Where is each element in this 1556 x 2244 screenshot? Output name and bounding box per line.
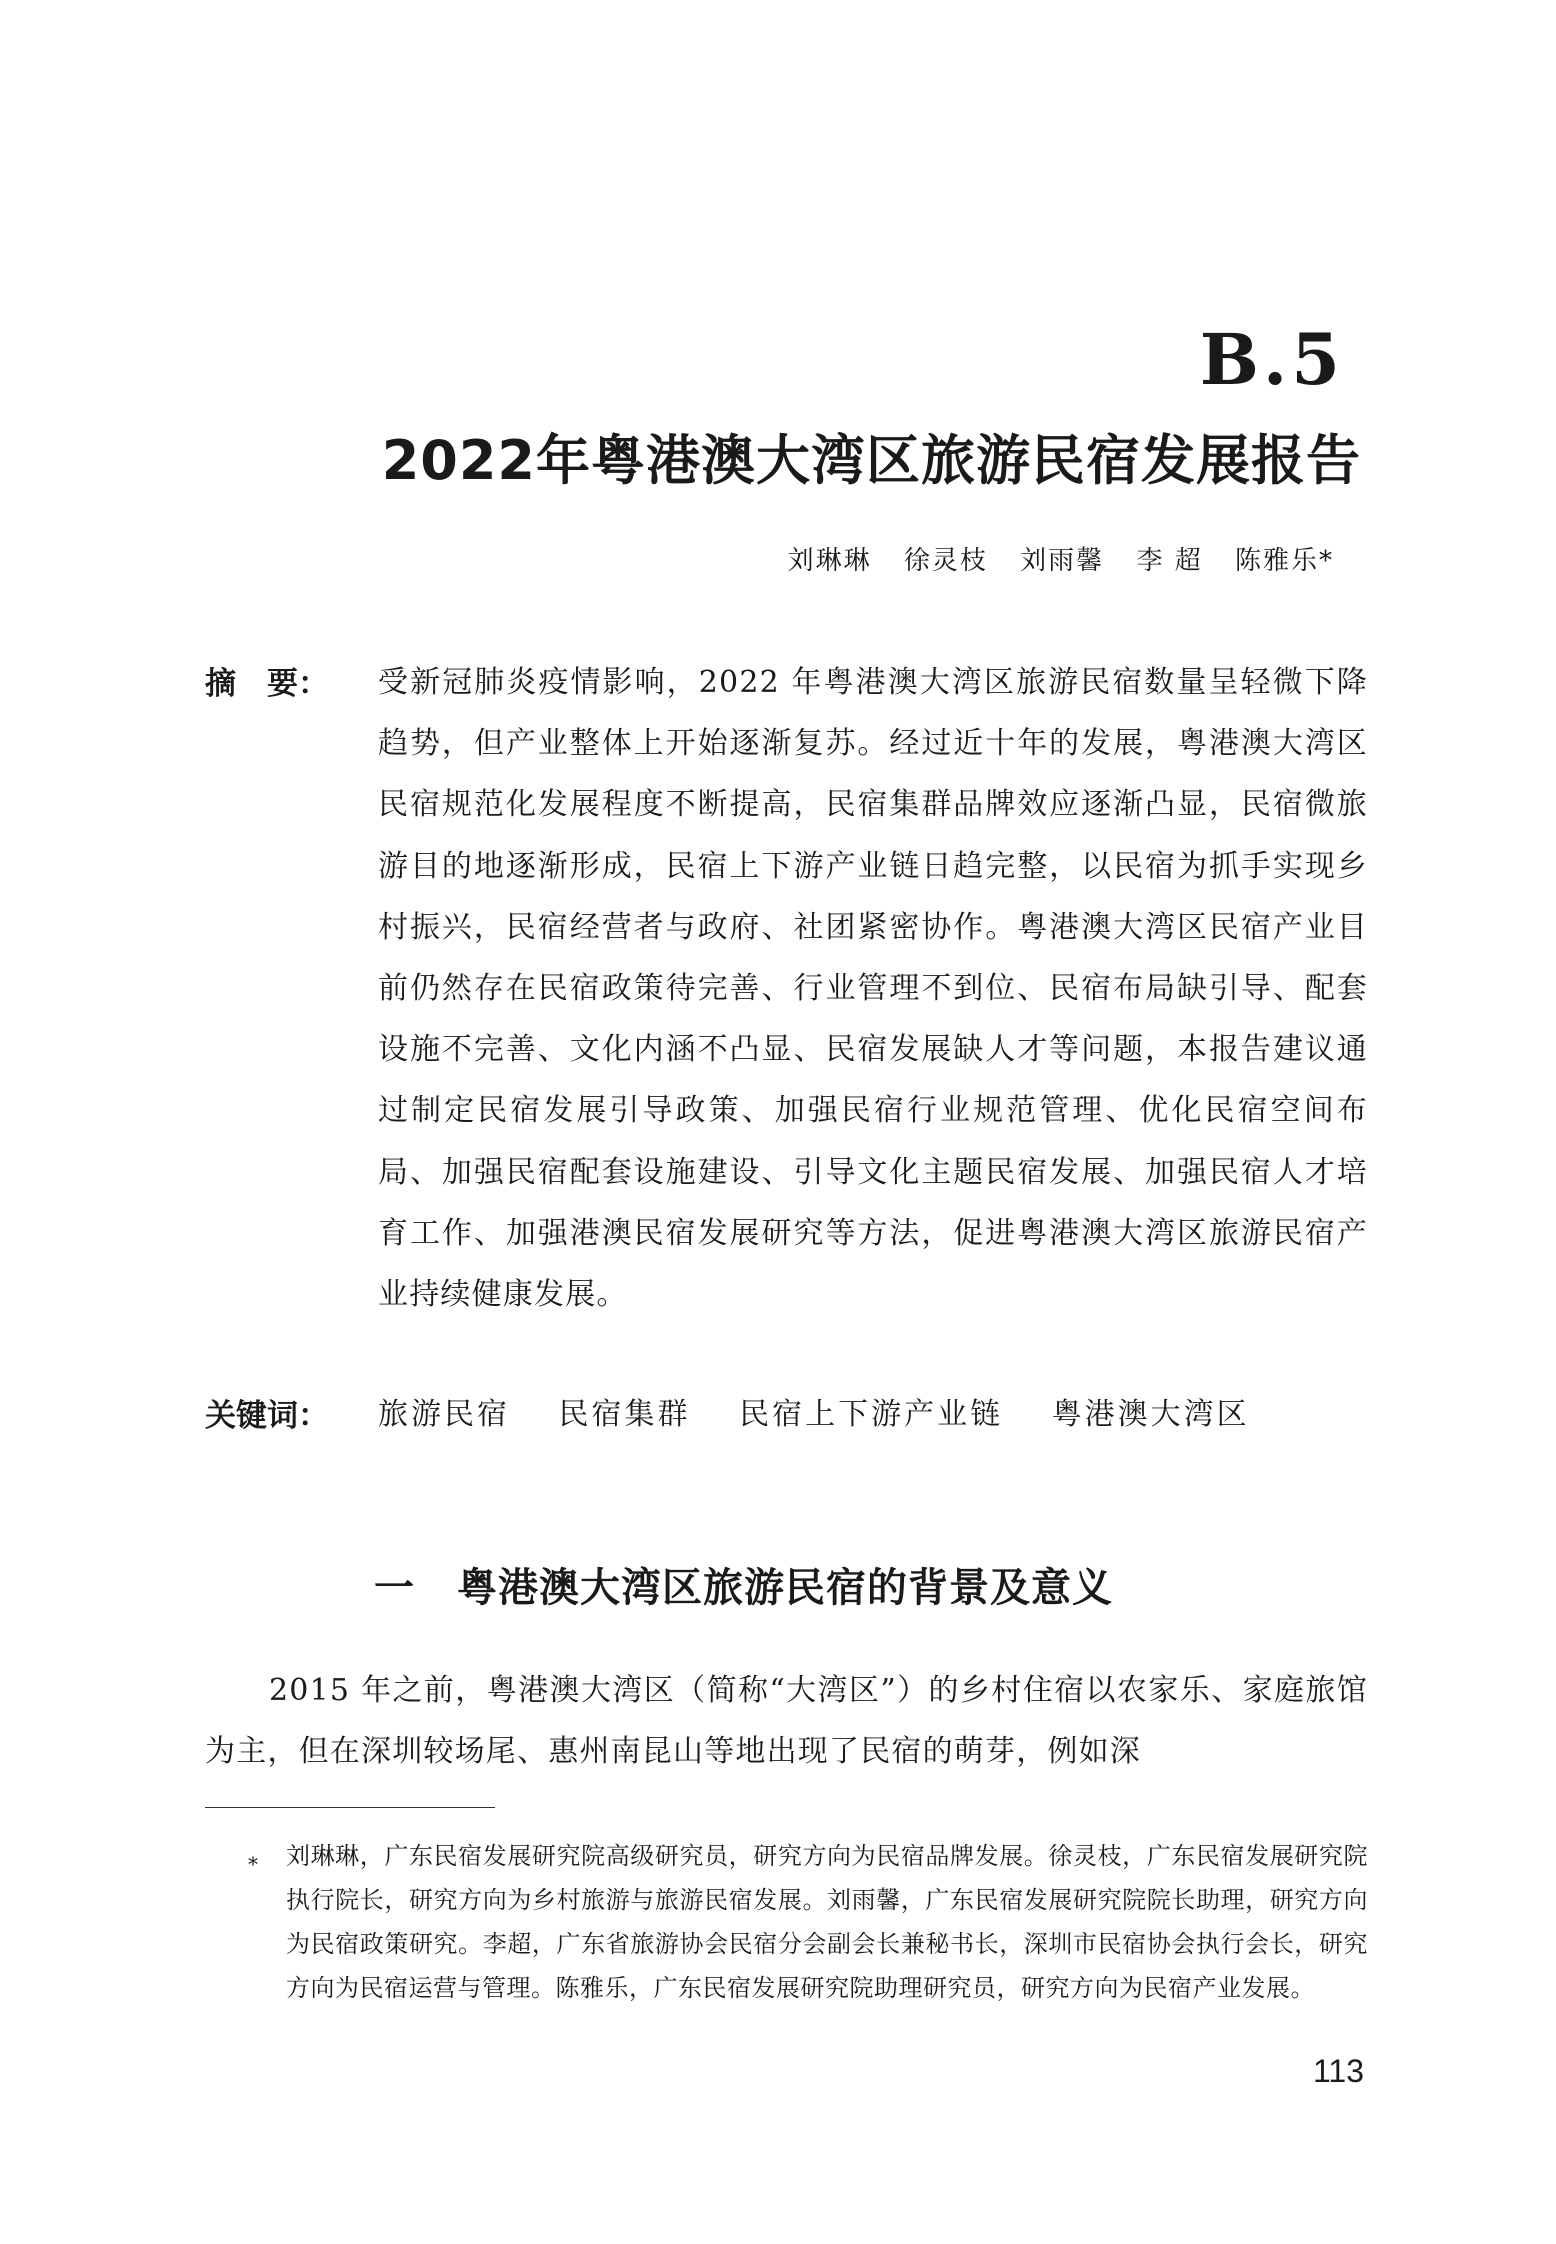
footnote-divider [205, 1807, 495, 1808]
abstract-label: 摘 要： [205, 666, 329, 702]
keywords-list [378, 1389, 1286, 1433]
footnote-mark: * [248, 1852, 258, 1876]
author: 李 超 [1136, 546, 1203, 576]
section-heading [374, 1556, 1113, 1613]
author: 刘雨馨 [1020, 546, 1105, 576]
author-list [788, 540, 1334, 577]
keyword: 旅游民宿 [378, 1397, 510, 1432]
author: 刘琳琳 [787, 546, 872, 576]
keyword: 民宿上下游产业链 [739, 1397, 1004, 1432]
author: 陈雅乐* [1234, 546, 1334, 576]
author: 徐灵枝 [903, 546, 988, 576]
page-number: 113 [1312, 2053, 1364, 2089]
keywords-label: 关键词： [205, 1398, 329, 1434]
chapter-title: 2022年粤港澳大湾区旅游民宿发展报告 [381, 429, 1361, 492]
section-title: 粤港澳大湾区旅游民宿的背景及意义 [457, 1565, 1113, 1611]
section-number: 一 [374, 1565, 415, 1611]
footnote-text: 刘琳琳，广东民宿发展研究院高级研究员，研究方向为民宿品牌发展。徐灵枝，广东民宿发展研究院执行院长，研究方向为乡村旅游与旅游民宿发展。刘雨馨，广东民宿发展研究院院长助理，研究方向为民宿政策研究。李超，广东省旅游协会民宿分会副会长兼秘书长，深圳市民宿协会执行会长，研究方向为民宿运营与管理。陈雅乐，广东民宿发展研究院助理研究员，研究方向为民宿产业发展。 [286, 1842, 1368, 2002]
body-paragraph: 2015 年之前，粤港澳大湾区（简称“大湾区”）的乡村住宿以农家乐、家庭旅馆为主，但在深圳较场尾、惠州南昆山等地出现了民宿的萌芽，例如深 [205, 1673, 1368, 1769]
keyword: 粤港澳大湾区 [1051, 1397, 1250, 1432]
keyword: 民宿集群 [558, 1397, 691, 1432]
abstract-text: 受新冠肺炎疫情影响，2022 年粤港澳大湾区旅游民宿数量呈轻微下降趋势，但产业整体上开始逐渐复苏。经过近十年的发展，粤港澳大湾区民宿规范化发展程度不断提高，民宿集群品牌效应逐渐凸显，民宿微旅游目的地逐渐形成，民宿上下游产业链日趋完整，以民宿为抓手实现乡村振兴，民宿经营者与政府、社团紧密协作。粤港澳大湾区民宿产业目前仍然存在民宿政策待完善、行业管理不到位、民宿布局缺引导、配套设施不完善、文化内涵不凸显、民宿发展缺人才等问题，本报告建议通过制定民宿发展引导政策、加强民宿行业规范管理、优化民宿空间布局、加强民宿配套设施建设、引导文化主题民宿发展、加强民宿人才培育工作、加强港澳民宿发展研究等方法，促进粤港澳大湾区旅游民宿产业持续健康发展。 [378, 665, 1368, 1313]
chapter-label: B.5 [1199, 318, 1344, 401]
